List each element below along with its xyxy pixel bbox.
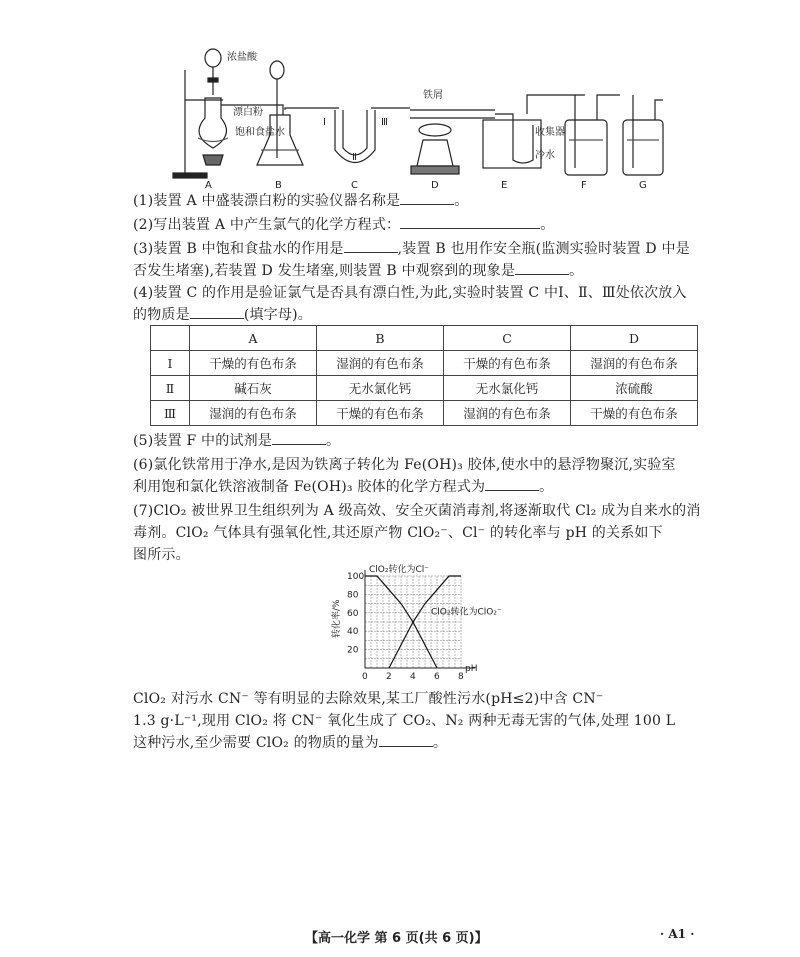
x-tick-label: 8 bbox=[458, 672, 464, 682]
q5-text: (5)装置 F 中的试剂是 bbox=[133, 433, 273, 449]
question-7f bbox=[133, 732, 693, 754]
q3a-blank bbox=[344, 238, 398, 253]
apparatus-diagram bbox=[165, 40, 665, 190]
table-cell: 干燥的有色布条 bbox=[571, 401, 698, 426]
q7f-text: 这种污水,至少需要 ClO₂ 的物质的量为 bbox=[133, 735, 379, 751]
q4a-text: (4)装置 C 的作用是验证氯气是否具有漂白性,为此,实验时装置 C 中Ⅰ、Ⅱ、Ⅲ处依次放入 bbox=[133, 285, 687, 301]
reagent-table bbox=[150, 325, 698, 426]
question-7d bbox=[133, 688, 693, 710]
q7d-text: ClO₂ 对污水 CN⁻ 等有明显的去除效果,某工厂酸性污水(pH≤2)中含 CN⁻ bbox=[133, 691, 604, 707]
table-row bbox=[151, 351, 698, 376]
q4-end: (填字母)。 bbox=[243, 307, 312, 323]
q3b-text: ,装置 B 也用作安全瓶(监测实验时装置 D 中是 bbox=[397, 241, 690, 257]
label-bleach: 漂白粉 bbox=[233, 107, 263, 118]
x-tick-label: 4 bbox=[410, 672, 416, 682]
table-cell: 干燥的有色布条 bbox=[317, 401, 444, 426]
table-header: C bbox=[444, 326, 571, 351]
q7a-text: (7)ClO₂ 被世界卫生组织列为 A 级高效、安全灭菌消毒剂,将逐渐取代 Cl₂ 成为自来水的消 bbox=[133, 503, 701, 519]
letter-D: D bbox=[431, 180, 439, 190]
q5-blank bbox=[272, 430, 326, 445]
label-collector: 收集器 bbox=[535, 127, 565, 138]
label-iron: 铁屑 bbox=[423, 90, 443, 101]
q1-blank bbox=[400, 190, 454, 205]
q3-end: 。 bbox=[569, 263, 584, 279]
conversion-chart bbox=[325, 560, 525, 690]
question-6b bbox=[133, 476, 693, 498]
letter-F: F bbox=[581, 180, 587, 190]
table-cell: 湿润的有色布条 bbox=[317, 351, 444, 376]
page-footer: 【高一化学 第 6 页(共 6 页)】 bbox=[305, 931, 488, 946]
q7-blank bbox=[379, 732, 433, 747]
q6b-text: 利用饱和氯化铁溶液制备 Fe(OH)₃ 胶体的化学方程式为 bbox=[133, 479, 486, 495]
q7c-text: 图所示。 bbox=[133, 547, 190, 563]
question-2 bbox=[133, 214, 693, 236]
q7e-text: 1.3 g·L⁻¹,现用 ClO₂ 将 CN⁻ 氧化生成了 CO₂、N₂ 两种无毒无害的气体,处理 100 L bbox=[133, 713, 676, 729]
label-coldwater: 冷水 bbox=[535, 150, 555, 161]
question-5 bbox=[133, 430, 693, 452]
question-7a bbox=[133, 500, 701, 522]
letter-B: B bbox=[275, 180, 282, 190]
page-code: · A1 · bbox=[660, 927, 695, 941]
table-cell: 湿润的有色布条 bbox=[571, 351, 698, 376]
q2-end: 。 bbox=[540, 217, 555, 233]
table-row bbox=[151, 401, 698, 426]
label-hcl: 浓盐酸 bbox=[227, 52, 257, 63]
label-III: Ⅲ bbox=[381, 117, 388, 128]
question-7b bbox=[133, 522, 693, 544]
q5-end: 。 bbox=[326, 433, 341, 449]
question-6a bbox=[133, 454, 693, 476]
table-cell: Ⅲ bbox=[151, 401, 190, 426]
q4-blank bbox=[190, 304, 244, 319]
table-header bbox=[151, 326, 190, 351]
q6-end: 。 bbox=[539, 479, 554, 495]
question-7e bbox=[133, 710, 693, 732]
q3a-text: (3)装置 B 中饱和食盐水的作用是 bbox=[133, 241, 344, 257]
table-cell: Ⅱ bbox=[151, 376, 190, 401]
x-tick-label: 0 bbox=[362, 672, 368, 682]
table-cell: 湿润的有色布条 bbox=[190, 401, 317, 426]
y-tick-label: 40 bbox=[347, 627, 359, 638]
label-II: Ⅱ bbox=[352, 152, 357, 163]
y-tick-label: 80 bbox=[347, 590, 359, 601]
q2-text: (2)写出装置 A 中产生氯气的化学方程式： bbox=[133, 217, 401, 233]
q6a-text: (6)氯化铁常用于净水,是因为铁离子转化为 Fe(OH)₃ 胶体,使水中的悬浮物聚沉,实验室 bbox=[133, 457, 676, 473]
question-4b bbox=[133, 304, 693, 326]
y-tick-label: 100 bbox=[347, 572, 365, 582]
q4b-text: 的物质是 bbox=[133, 307, 190, 323]
q1-text: (1)装置 A 中盛装漂白粉的实验仪器名称是 bbox=[133, 193, 401, 209]
table-cell: Ⅰ bbox=[151, 351, 190, 376]
table-cell: 浓硫酸 bbox=[571, 376, 698, 401]
letter-C: C bbox=[351, 180, 358, 190]
table-header: B bbox=[317, 326, 444, 351]
table-cell: 无水氯化钙 bbox=[317, 376, 444, 401]
letter-G: G bbox=[639, 180, 647, 190]
table-header: D bbox=[571, 326, 698, 351]
question-1 bbox=[133, 190, 693, 212]
letter-A: A bbox=[205, 180, 212, 190]
table-header: A bbox=[190, 326, 317, 351]
label-brine: 饱和食盐水 bbox=[235, 127, 285, 138]
annotation-cl: ClO₂转化为Cl⁻ bbox=[369, 565, 430, 575]
q3b-blank bbox=[515, 260, 569, 275]
table-cell: 干燥的有色布条 bbox=[444, 351, 571, 376]
table-cell: 无水氯化钙 bbox=[444, 376, 571, 401]
question-3b bbox=[133, 260, 693, 282]
q7-end: 。 bbox=[432, 735, 448, 751]
label-I: Ⅰ bbox=[323, 117, 326, 128]
y-tick-label: 20 bbox=[347, 645, 359, 656]
q1-end: 。 bbox=[454, 193, 469, 209]
q2-blank bbox=[400, 214, 540, 229]
letter-E: E bbox=[501, 180, 508, 190]
x-axis-label: pH bbox=[465, 664, 478, 674]
x-tick-label: 6 bbox=[434, 672, 440, 682]
y-tick-label: 60 bbox=[347, 608, 359, 619]
y-axis-label: 转化率/% bbox=[332, 599, 342, 638]
question-3a bbox=[133, 238, 693, 260]
q7b-text: 毒剂。ClO₂ 气体具有强氧化性,其还原产物 ClO₂⁻、Cl⁻ 的转化率与 pH 的关系如下 bbox=[133, 525, 663, 541]
table-cell: 碱石灰 bbox=[190, 376, 317, 401]
q3c-text: 否发生堵塞),若装置 D 发生堵塞,则装置 B 中观察到的现象是 bbox=[133, 263, 516, 279]
table-cell: 干燥的有色布条 bbox=[190, 351, 317, 376]
q6-blank bbox=[485, 476, 539, 491]
question-4a bbox=[133, 282, 693, 304]
table-header-row bbox=[151, 326, 698, 351]
x-tick-label: 2 bbox=[386, 672, 392, 682]
annotation-clo2: ClO₂转化为ClO₂⁻ bbox=[431, 607, 502, 618]
table-row bbox=[151, 376, 698, 401]
table-cell: 湿润的有色布条 bbox=[444, 401, 571, 426]
